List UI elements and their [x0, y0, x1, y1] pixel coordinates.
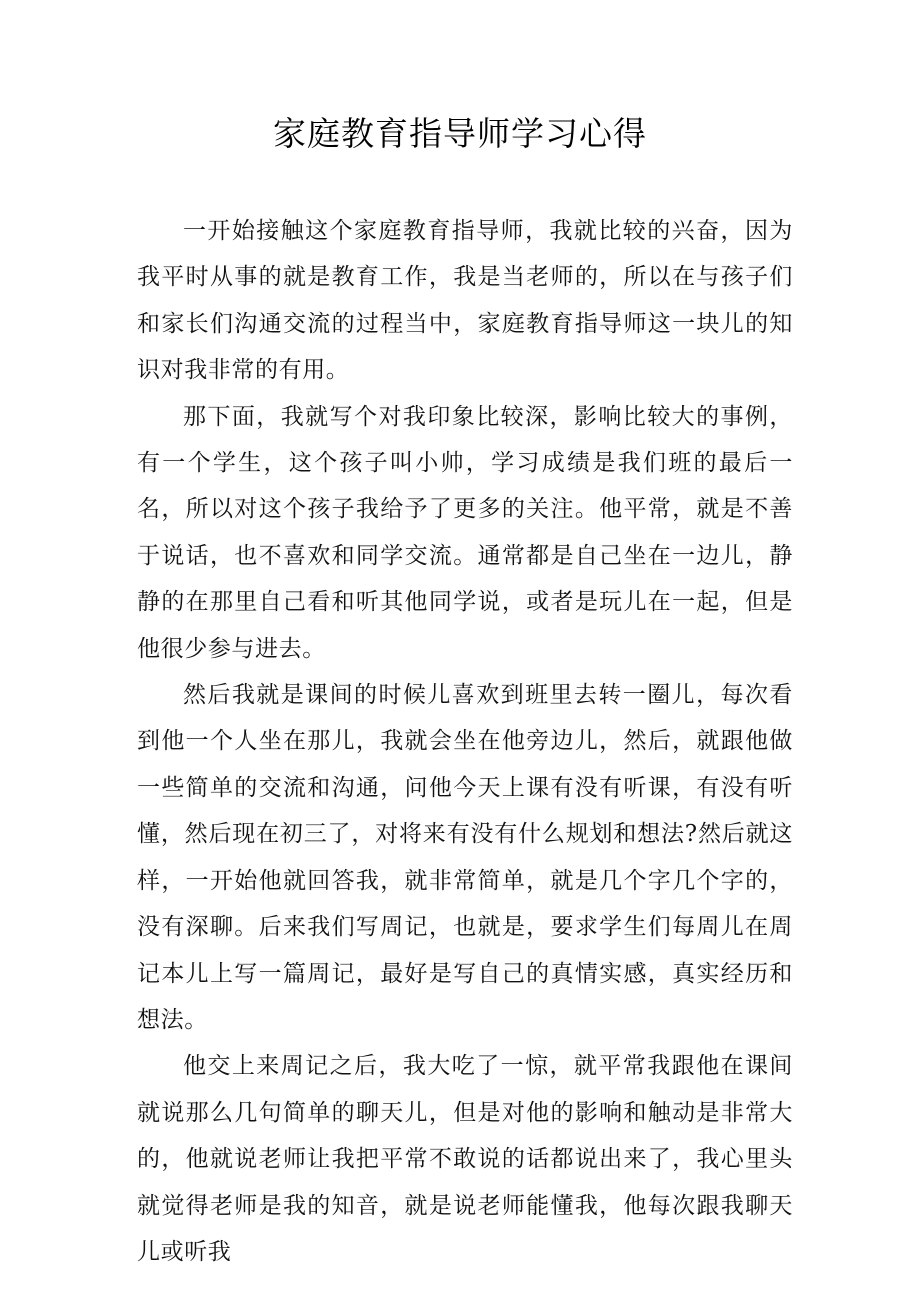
paragraph-3: 然后我就是课间的时候儿喜欢到班里去转一圈儿，每次看到他一个人坐在那儿，我就会坐在他旁边儿，然后，就跟他做一些简单的交流和沟通，问他今天上课有没有听课，有没有听懂，然后现在初三了，对将来有没有什么规划和想法?然后就这样，一开始他就回答我，就非常简单，就是几个字几个字的，没有深聊。后来我们写周记，也就是，要求学生们每周儿在周记本儿上写一篇周记，最好是写自己的真情实感，真实经历和想法。 — [137, 682, 793, 1033]
document-body — [137, 208, 793, 1275]
paragraph-2: 那下面，我就写个对我印象比较深，影响比较大的事例，有一个学生，这个孩子叫小帅，学习成绩是我们班的最后一名，所以对这个孩子我给予了更多的关注。他平常，就是不善于说话，也不喜欢和同学交流。通常都是自己坐在一边儿，静静的在那里自己看和听其他同学说，或者是玩儿在一起，但是他很少参与进去。 — [137, 403, 793, 662]
document-title: 家庭教育指导师学习心得 — [273, 114, 647, 153]
paragraph-4: 他交上来周记之后，我大吃了一惊，就平常我跟他在课间就说那么几句简单的聊天儿，但是对他的影响和触动是非常大的，他就说老师让我把平常不敢说的话都说出来了，我心里头就觉得老师是我的知音，就是说老师能懂我，他每次跟我聊天儿或听我 — [137, 1053, 793, 1265]
paragraph-1: 一开始接触这个家庭教育指导师，我就比较的兴奋，因为我平时从事的就是教育工作，我是当老师的，所以在与孩子们和家长们沟通交流的过程当中，家庭教育指导师这一块儿的知识对我非常的有用。 — [137, 218, 793, 384]
